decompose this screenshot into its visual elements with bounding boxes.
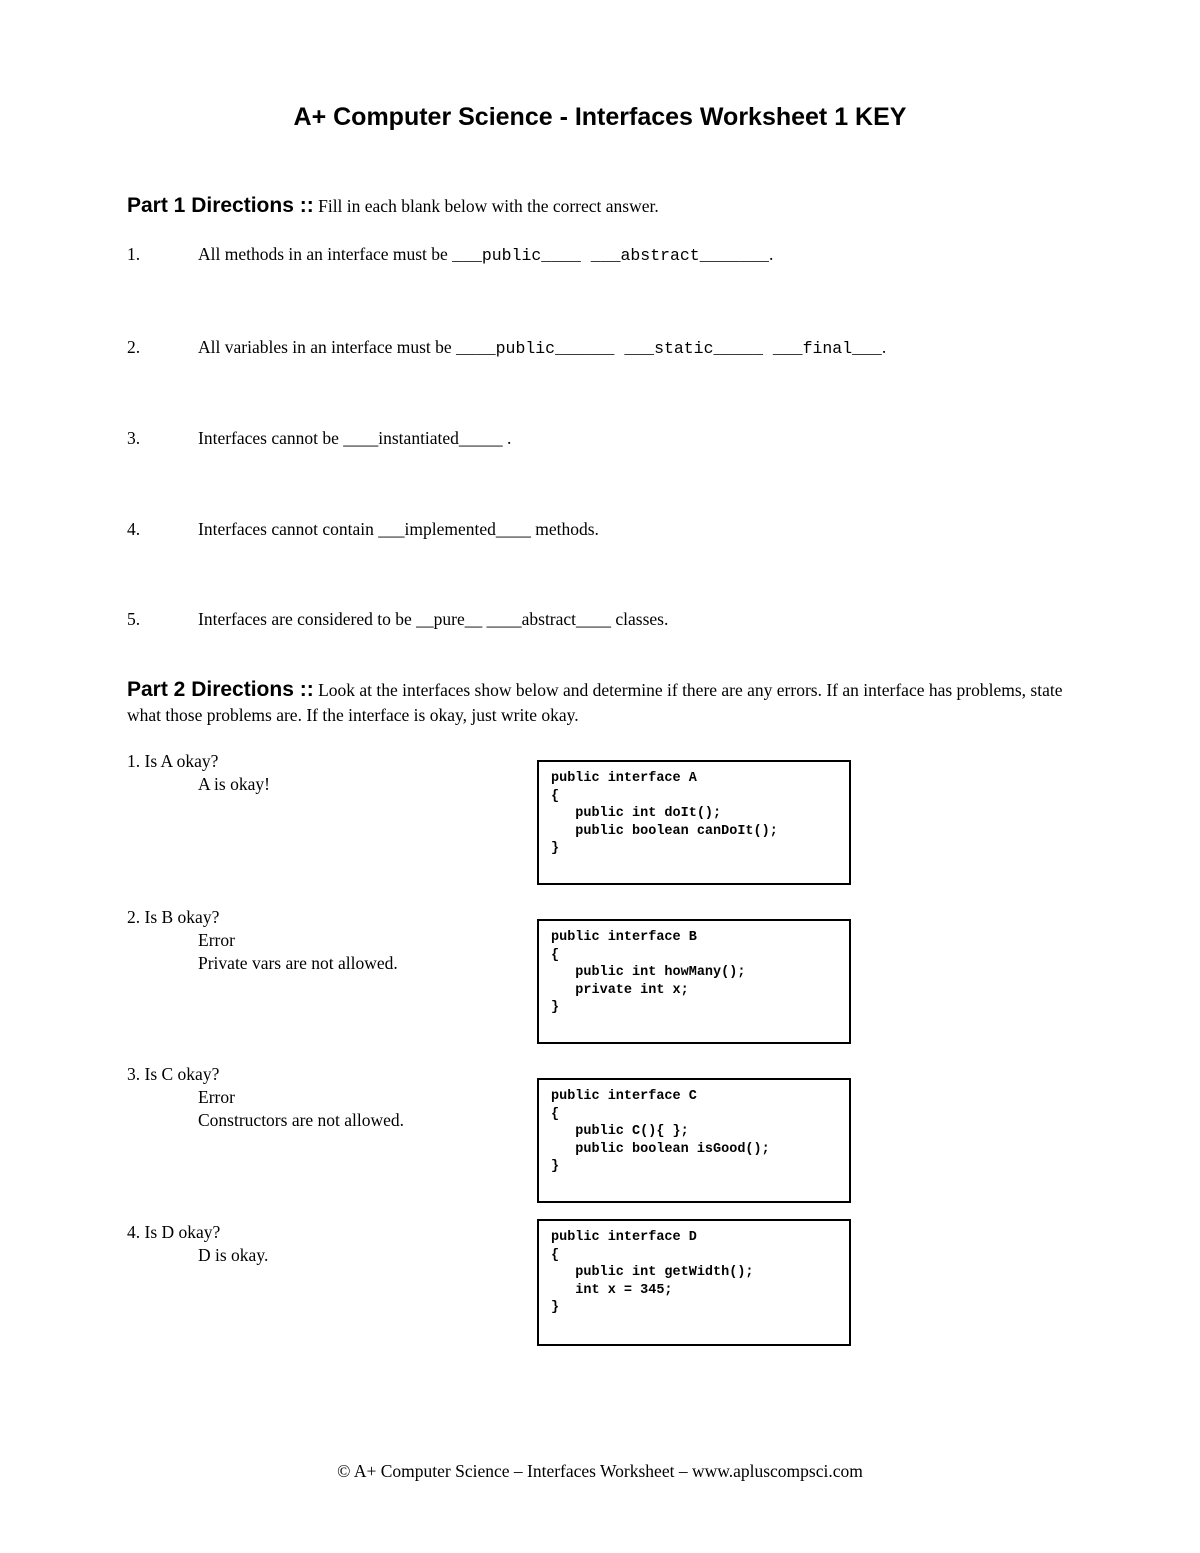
question-text: Interfaces cannot be ____instantiated_____ . (198, 428, 512, 448)
part2-heading: Part 2 Directions :: (127, 678, 314, 701)
question-text: All variables in an interface must be ____public______ ___static_____ ___final___. (198, 337, 887, 358)
part2-item-a (127, 750, 270, 796)
item-question: 1. Is A okay? (127, 751, 219, 771)
item-answer: D is okay. (198, 1245, 269, 1265)
question-number: 1. (127, 244, 141, 264)
question-number: 3. (127, 428, 141, 448)
part1-heading: Part 1 Directions :: (127, 194, 314, 217)
part2-item-c (127, 1063, 404, 1132)
item-answer: Error (198, 1087, 235, 1107)
code-box-c: public interface C { public C(){ }; public boolean isGood(); } (537, 1078, 851, 1203)
question-text: Interfaces are considered to be __pure__ ____abstract____ classes. (198, 609, 669, 629)
question-number: 5. (127, 609, 141, 629)
page-title: A+ Computer Science - Interfaces Worksheet 1 KEY (293, 103, 907, 131)
item-answer: Error (198, 930, 235, 950)
part2-item-b (127, 906, 398, 975)
answer-text: ____public______ ___static_____ ___final___ (456, 339, 882, 358)
code-box-a: public interface A { public int doIt(); public boolean canDoIt(); } (537, 760, 851, 885)
question-number: 2. (127, 337, 141, 357)
part1-instructions: Fill in each blank below with the correct answer. (318, 196, 659, 216)
item-answer-detail: Constructors are not allowed. (198, 1110, 405, 1130)
item-answer-detail: Private vars are not allowed. (198, 953, 398, 973)
item-answer: A is okay! (198, 774, 270, 794)
item-question: 4. Is D okay? (127, 1222, 221, 1242)
code-box-b: public interface B { public int howMany(); private int x; } (537, 919, 851, 1044)
page-footer: © A+ Computer Science – Interfaces Worksheet – www.apluscompsci.com (337, 1461, 863, 1481)
part2-instructions: Look at the interfaces show below and determine if there are any errors. If an interface has problems, state what those problems are. If the interface is okay, just write okay. (127, 680, 1063, 725)
part2-directions (127, 677, 1077, 728)
question-number: 4. (127, 519, 141, 539)
part1-directions (127, 193, 1077, 219)
question-text: Interfaces cannot contain ___implemented____ methods. (198, 519, 599, 539)
item-question: 2. Is B okay? (127, 907, 220, 927)
part2-item-d (127, 1221, 268, 1267)
item-question: 3. Is C okay? (127, 1064, 220, 1084)
question-text: All methods in an interface must be ___public____ ___abstract_______. (198, 244, 774, 265)
answer-text: ___public____ ___abstract_______ (452, 246, 770, 265)
code-box-d: public interface D { public int getWidth(); int x = 345; } (537, 1219, 851, 1346)
